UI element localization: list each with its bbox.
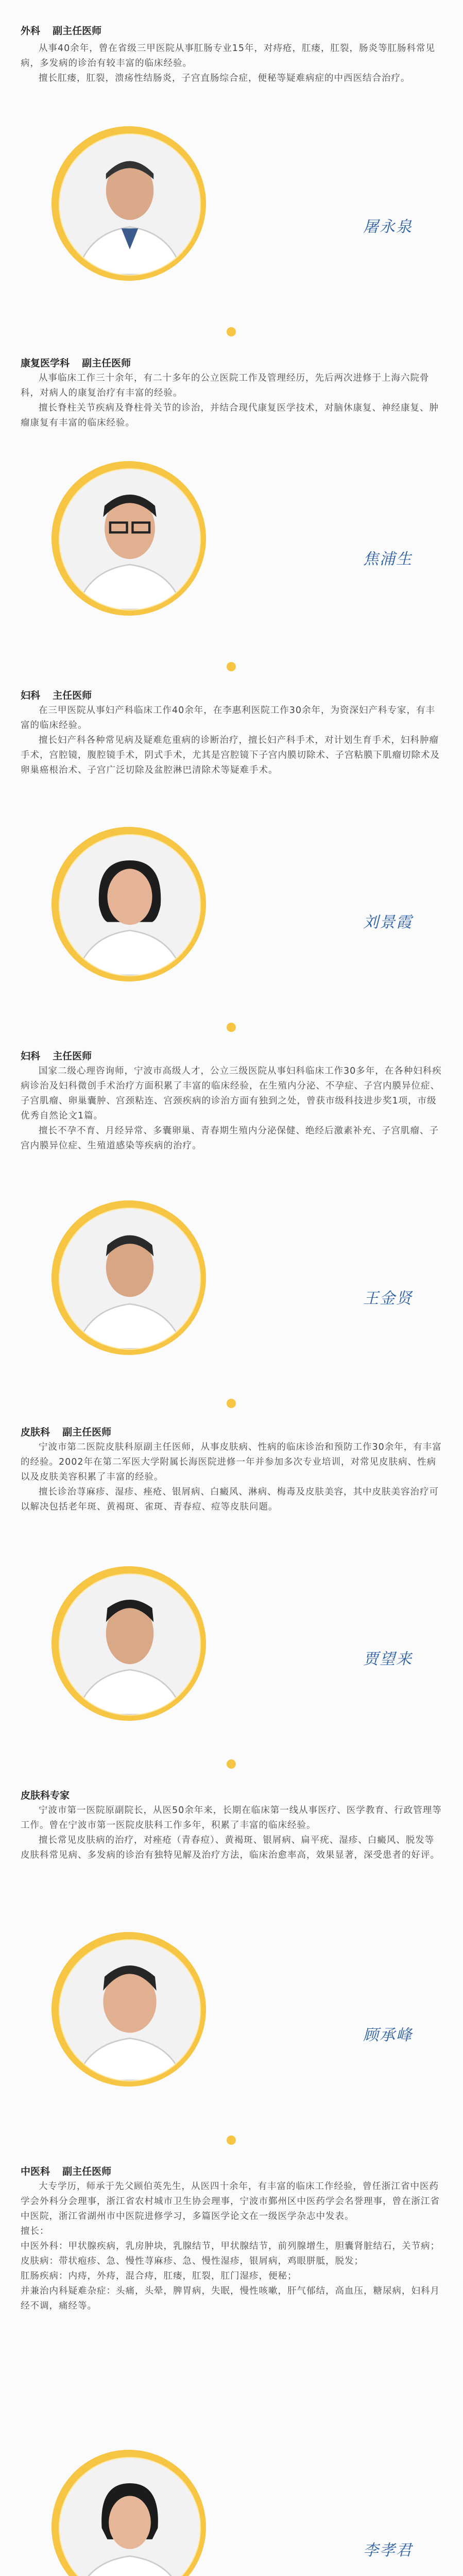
department: 妇科 bbox=[21, 690, 41, 701]
doctor-photo bbox=[59, 133, 201, 276]
doctor-name: 顾承峰 bbox=[363, 2026, 413, 2044]
doctor-name: 李孝君 bbox=[363, 2541, 413, 2560]
description-paragraph: 肛肠疾病：内痔，外痔，混合痔，肛瘘，肛裂，肛门湿疹，便秘； bbox=[21, 2271, 297, 2281]
section-dot bbox=[227, 662, 236, 671]
description-paragraph: 中医外科：甲状腺疾病，乳房肿块，乳腺结节，甲状腺结节，前列腺增生，胆囊肾脏结石，关节病； bbox=[21, 2241, 440, 2251]
section-dot bbox=[227, 1399, 236, 1408]
dept-title-line bbox=[21, 2164, 111, 2178]
description-paragraph: 擅长常见皮肤病的治疗，对痤疮（青春痘）、黄褐斑、银屑病、扁平疣、湿疹、白癜风、脱发等皮肤科常见病、多发病的诊治有独特见解及治疗方法，临床治愈率高，效果显著，深受患者的好评。 bbox=[21, 1835, 440, 1860]
doctor-description bbox=[21, 1803, 443, 1863]
doctor-description bbox=[21, 371, 443, 431]
department: 皮肤科 bbox=[21, 1427, 50, 1438]
doctor-title: 副主任医师 bbox=[82, 358, 131, 369]
doctor-photo bbox=[59, 1208, 201, 1350]
department: 妇科 bbox=[21, 1050, 41, 1062]
doctor-title: 副主任医师 bbox=[53, 25, 102, 37]
doctor-photo-frame bbox=[15, 1932, 232, 2092]
description-paragraph: 擅长妇产科各种常见病及疑难危重病的诊断治疗，擅长妇产科手术，对计划生育手术，妇科肿瘤手术，宫腔镜，腹腔镜手术，阴式手术，尤其是宫腔镜下子宫内膜切除术、子宫粘膜下肌瘤切除术及卵巢癌根治术、子宫广泛切除及盆腔淋巴清除术等疑难手术。 bbox=[21, 735, 440, 775]
doctor-photo-frame bbox=[15, 1200, 232, 1360]
description-paragraph: 在三甲医院从事妇产科临床工作40余年，在李惠利医院工作30余年，为资深妇产科专家，有丰富的临床经验。 bbox=[21, 705, 436, 731]
dept-title-line bbox=[21, 355, 131, 369]
description-paragraph: 擅长脊柱关节疾病及脊柱骨关节的诊治，并结合现代康复医学技术，对脑休康复、神经康复、肿瘤康复有丰富的临床经验。 bbox=[21, 403, 439, 428]
dept-title-line bbox=[21, 1788, 70, 1802]
doctor-photo-frame bbox=[15, 126, 232, 286]
department: 中医科 bbox=[21, 2166, 50, 2177]
description-paragraph: 擅长诊治荨麻疹、湿疹、痤疮、银屑病、白癜风、淋病、梅毒及皮肤美容，其中皮肤美容治疗可以解决包括老年斑、黄褐斑、雀斑、青春痘、痘等皮肤问题。 bbox=[21, 1487, 439, 1512]
doctor-name: 屠永泉 bbox=[363, 218, 413, 236]
doctor-description bbox=[21, 41, 443, 86]
description-paragraph: 大专学历，师承于先父顾伯英先生，从医四十余年，有丰富的临床工作经验，曾任浙江省中医药学会外科分会理事，浙江省农村城市卫生协会理事，宁波市鄞州区中医药学会名誉理事，曾在浙江省中医院，浙江省湖州市中医院进修学习，多篇医学论文在一级医学杂志中发表。 bbox=[21, 2181, 440, 2222]
doctor-description bbox=[21, 2179, 443, 2314]
doctor-description bbox=[21, 1064, 443, 1154]
doctor-photo bbox=[59, 468, 201, 611]
dept-title-line bbox=[21, 1425, 111, 1438]
description-paragraph: 从事40余年，曾在省级三甲医院从事肛肠专业15年，对痔疮，肛瘘，肛裂，肠炎等肛肠科常见病，多发病的诊治有较丰富的临床经验。 bbox=[21, 43, 436, 69]
doctor-photo-frame bbox=[15, 827, 232, 987]
dept-title-line bbox=[21, 1048, 92, 1062]
description-paragraph: 擅长： bbox=[21, 2226, 49, 2236]
section-dot bbox=[227, 1759, 236, 1769]
doctor-description bbox=[21, 703, 443, 778]
description-paragraph: 并兼治内科疑难杂症：头痛，头晕，脾胃病，失眠，慢性咳嗽，肝气郁结，高血压，糖尿病，妇科月经不调，痛经等。 bbox=[21, 2286, 440, 2311]
description-paragraph: 宁波市第一医院原副院长，从医50余年来，长期在临床第一线从事医疗、医学教育、行政管理等工作。曾在宁波市第一医院皮肤科工作多年，积累了丰富的临床经验。 bbox=[21, 1805, 442, 1831]
doctor-photo-frame bbox=[15, 1566, 232, 1726]
doctor-name: 刘景霞 bbox=[363, 913, 413, 931]
doctor-description bbox=[21, 1440, 443, 1515]
description-paragraph: 皮肤病：带状疱疹、急、慢性荨麻疹、急、慢性湿疹，银屑病，鸡眼胼胝，脱发； bbox=[21, 2256, 364, 2266]
doctor-name: 焦浦生 bbox=[363, 550, 413, 568]
doctor-title: 主任医师 bbox=[53, 690, 92, 701]
description-paragraph: 擅长不孕不育、月经异常、多囊卵巢、青春期生殖内分泌保健、绝经后激素补充、子宫肌瘤、子宫内膜异位症、生殖道感染等疾病的治疗。 bbox=[21, 1126, 439, 1151]
doctor-photo-frame bbox=[15, 461, 232, 621]
doctor-title: 副主任医师 bbox=[62, 1427, 112, 1438]
description-paragraph: 擅长肛瘘，肛裂，溃疡性结肠炎，子宫直肠综合症，便秘等疑难病症的中西医结合治疗。 bbox=[39, 73, 410, 83]
description-paragraph: 国家二级心理咨询师，宁波市高级人才，公立三级医院从事妇科临床工作30多年，在各种妇科疾病诊治及妇科微创手术治疗方面积累了丰富的临床经验，在生殖内分泌、不孕症、子宫内膜异位症、子宫肌瘤、卵巢囊肿、宫颈粘连、宫颈疾病的诊治方面有独到之处，曾获市级科技进步奖1项，市级优秀自然论文1篇。 bbox=[21, 1066, 442, 1121]
doctor-photo bbox=[59, 1939, 201, 2081]
doctor-title: 副主任医师 bbox=[62, 2166, 112, 2177]
section-dot bbox=[227, 2136, 236, 2145]
doctor-name: 王金贤 bbox=[363, 1290, 413, 1308]
doctor-photo bbox=[59, 834, 201, 976]
doctor-title: 主任医师 bbox=[53, 1050, 92, 1062]
doctor-photo-frame bbox=[15, 2450, 232, 2576]
description-paragraph: 宁波市第二医院皮肤科原副主任医师，从事皮肤病、性病的临床诊治和预防工作30余年，有丰富的经验。2002年在第二军医大学附属长海医院进修一年并参加多次专业培训，对常见皮肤病、性病以及皮肤美容积累了丰富的经验。 bbox=[21, 1442, 442, 1482]
section-dot bbox=[227, 1023, 236, 1032]
dept-title-line bbox=[21, 23, 101, 37]
section-dot bbox=[227, 327, 236, 336]
department: 皮肤科专家 bbox=[21, 1790, 70, 1801]
doctor-photo bbox=[59, 1573, 201, 1716]
doctor-name: 贾望来 bbox=[363, 1650, 413, 1668]
department: 康复医学科 bbox=[21, 358, 70, 369]
department: 外科 bbox=[21, 25, 41, 37]
description-paragraph: 从事临床工作三十余年，有二十多年的公立医院工作及管理经历，先后两次进修于上海六院骨科，对病人的康复治疗有丰富的经验。 bbox=[21, 373, 430, 398]
dept-title-line bbox=[21, 688, 92, 702]
